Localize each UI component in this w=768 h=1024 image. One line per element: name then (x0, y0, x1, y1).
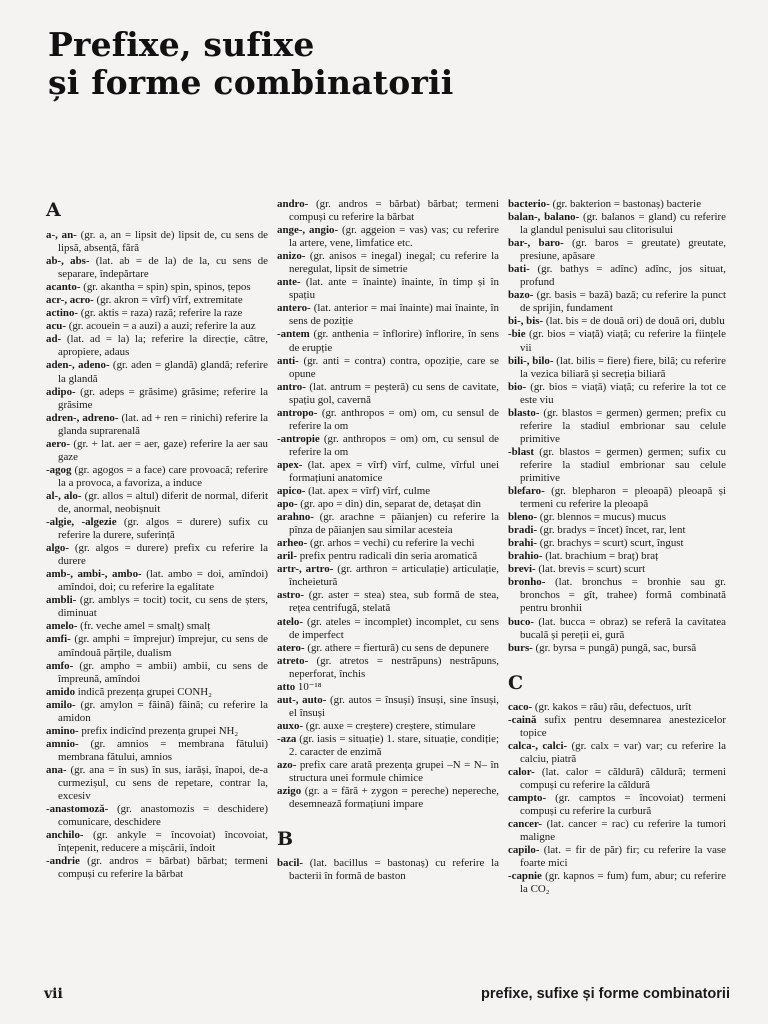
entry-definition: (lat. bucca = obraz) se referă la cavitatea bucală și pereții ei, gură (520, 615, 726, 641)
dictionary-entry (46, 568, 268, 594)
entry-definition: (lat. apex = vîrf) vîrf, culme, vîrful unei formațiuni anatomice (289, 458, 499, 484)
dictionary-entry (508, 550, 726, 563)
column-2 (277, 198, 499, 883)
entry-headword: campto- (508, 791, 547, 804)
entry-headword: blasto- (508, 406, 540, 419)
title-line-1: Prefixe, sufixe (48, 25, 315, 64)
dictionary-entry (46, 633, 268, 659)
dictionary-entry (508, 407, 726, 446)
column-2-entries-b (277, 857, 499, 883)
entry-headword: aril- (277, 550, 297, 563)
entry-definition: (gr. bradys = încet) încet, rar, lent (537, 524, 686, 537)
entry-definition: (gr. aden = glandă) glandă; referire la glandă (58, 359, 268, 385)
dictionary-entry (277, 407, 499, 433)
entry-definition: (gr. autos = însuși) însuși, sine însuși, el însuși (289, 693, 499, 719)
entry-definition: (lat. bilis = fiere) fiere, bilă; cu referire la vezica biliară și secreția biliară (520, 354, 726, 380)
entry-definition: (gr. byrsa = pungă) pungă, sac, bursă (532, 641, 697, 654)
dictionary-entry (277, 433, 499, 459)
dictionary-entry (277, 642, 499, 655)
entry-definition: (gr. baros = greutate) greutate, presiune, apăsare (520, 237, 727, 263)
dictionary-entry (508, 740, 726, 766)
entry-headword: artr-, artro- (277, 563, 334, 576)
entry-definition: (gr. calx = var) var; cu referire la calciu, piatră (520, 739, 726, 765)
dictionary-entry (46, 438, 268, 464)
dictionary-entry (508, 714, 726, 740)
entry-definition: (gr. acouein = a auzi) a auzi; referire la auz (65, 320, 256, 333)
entry-headword: astro- (277, 589, 305, 602)
entry-headword: azigo (277, 785, 302, 798)
dictionary-entry (508, 766, 726, 792)
dictionary-entry (508, 237, 726, 263)
entry-headword: bacterio- (508, 198, 550, 210)
dictionary-entry (508, 355, 726, 381)
entry-headword: aut-, auto- (277, 693, 327, 706)
entry-headword: amino- (46, 724, 79, 737)
entry-definition: (lat. ante = înainte) înainte, în timp și în spațiu (289, 276, 499, 302)
entry-definition: (gr. ana = în sus) în sus, iarăși, înapoi, de-a curmezișul, cu sens de repetare, contrar la, excesiv (58, 763, 268, 803)
entry-headword: -anastomoză- (46, 803, 109, 816)
entry-definition: (gr. adeps = grăsime) grăsime; referire la grăsime (58, 385, 268, 411)
dictionary-entry (277, 302, 499, 328)
entry-definition: (gr. balanos = gland) cu referire la glandul penisului sau clitorisului (520, 211, 726, 237)
dictionary-entry (277, 537, 499, 550)
entry-headword: arheo- (277, 537, 308, 550)
dictionary-entry (46, 620, 268, 633)
entry-definition: (lat. apex = vîrf) vîrf, culme (305, 485, 431, 498)
dictionary-entry (508, 642, 726, 655)
entry-headword: apo- (277, 498, 298, 511)
entry-definition: (gr. akron = vîrf) vîrf, extremitate (93, 294, 243, 307)
dictionary-entry (46, 542, 268, 568)
entry-definition: (gr. andros = bărbat) bărbat; termeni compuși cu referire la bărbat (58, 855, 268, 881)
entry-definition: (gr. ateles = incomplet) incomplet, cu sens de imperfect (289, 615, 499, 641)
entry-headword: actino- (46, 307, 79, 320)
entry-headword: atreto- (277, 654, 309, 667)
entry-definition: (gr. basis = bază) bază; cu referire la punct de sprijin, fundament (520, 289, 726, 315)
entry-headword: amelo- (46, 620, 78, 633)
entry-headword: auxo- (277, 719, 304, 732)
entry-definition: (gr. algos = durere) sufix cu referire la durere, suferință (58, 516, 268, 542)
dictionary-entry (46, 516, 268, 542)
entry-headword: antro- (277, 380, 306, 393)
entry-definition: (gr. andros = bărbat) bărbat; termeni compuși cu referire la bărbat (289, 198, 499, 224)
entry-headword: calca-, calci- (508, 739, 568, 752)
entry-definition: (gr. allos = altul) diferit de normal, diferit de, anormal, neobișnuit (58, 489, 268, 515)
entry-definition: (gr. anthropos = om) om, cu sensul de referire la om (289, 406, 499, 432)
entry-headword: antero- (277, 302, 311, 315)
entry-definition: 10⁻¹⁸ (295, 680, 322, 693)
entry-definition: (gr. + lat. aer = aer, gaze) referire la aer sau gaze (58, 437, 268, 463)
dictionary-entry (46, 229, 268, 255)
entry-headword: caco- (508, 700, 533, 713)
dictionary-entry (46, 686, 268, 699)
page-title (48, 26, 454, 102)
entry-definition: (gr. ampho = ambii) ambii, cu sens de împreună, amîndoi (58, 659, 268, 685)
entry-definition: (gr. aktis = raza) rază; referire la raze (78, 307, 243, 320)
entry-definition: (gr. bakterion = bastonaș) bacterie (549, 198, 702, 210)
entry-headword: calor- (508, 765, 535, 778)
dictionary-entry (277, 224, 499, 250)
entry-definition: (lat. antrum = peșteră) cu sens de cavitate, spațiu gol, cavernă (289, 380, 499, 406)
entry-headword: amfi- (46, 633, 71, 646)
entry-definition: (gr. camptos = încovoiat) termeni compuși cu referire la curbură (520, 791, 726, 818)
entry-definition: (gr. kakos = rău) rău, defectuos, urît (532, 700, 692, 713)
column-3-entries (508, 198, 726, 655)
entry-definition: (gr. blastos = germen) germen; sufix cu referire la stadiul embrionar sau celule primitive (520, 445, 726, 484)
entry-definition: (gr. arachne = păianjen) cu referire la pînza de păianjen sau similar acesteia (289, 511, 499, 537)
entry-headword: bradi- (508, 524, 538, 537)
dictionary-entry (508, 524, 726, 537)
dictionary-entry (277, 381, 499, 407)
dictionary-entry (277, 733, 499, 759)
entry-definition: (lat. bacillus = bastonaș) cu referire la bacterii în formă de baston (289, 857, 499, 883)
entry-definition: (lat. bronchus = bronhie sau gr. bronchos = gît, trahee) formă combinată pentru bronhii (520, 576, 726, 615)
dictionary-entry (508, 511, 726, 524)
dictionary-entry (508, 328, 726, 354)
entry-definition: (gr. akantha = spin) spin, spinos, țepos (80, 281, 251, 294)
dictionary-entry (508, 537, 726, 550)
dictionary-entry (508, 263, 726, 289)
entry-headword: bio- (508, 380, 527, 393)
dictionary-entry (46, 294, 268, 307)
entry-definition: (gr. amblys = tocit) tocit, cu sens de șters, diminuat (58, 594, 268, 620)
entry-definition: (gr. apo = din) din, separat de, detașat din (297, 498, 481, 511)
dictionary-entry (46, 412, 268, 438)
entry-definition: prefix care arată prezența grupei –N = N– în structura unei formule chimice (289, 759, 499, 785)
dictionary-entry (508, 446, 726, 485)
entry-definition: (gr. blepharon = pleoapă) pleoapă și termeni cu referire la pleoapă (520, 485, 726, 511)
dictionary-entry (46, 594, 268, 620)
page-number: vii (44, 986, 63, 1002)
dictionary-entry (277, 250, 499, 276)
dictionary-entry (508, 198, 726, 211)
dictionary-entry (508, 563, 726, 576)
dictionary-entry (508, 701, 726, 714)
entry-definition: prefix indicînd prezența grupei NH₂ (78, 724, 239, 737)
entry-definition: (gr. anastomozis = deschidere) comunicare, deschidere (58, 803, 268, 829)
dictionary-entry (277, 655, 499, 681)
dictionary-entry (46, 764, 268, 803)
entry-headword: bacil- (277, 857, 304, 870)
dictionary-entry (508, 616, 726, 642)
title-line-2: și forme combinatorii (48, 63, 454, 102)
dictionary-entry (46, 490, 268, 516)
dictionary-entry (508, 870, 726, 896)
entry-definition: (gr. anthenia = înflorire) înflorire, în sens de erupție (289, 328, 499, 354)
dictionary-entry (46, 307, 268, 320)
dictionary-entry (46, 855, 268, 881)
dictionary-entry (277, 616, 499, 642)
entry-headword: ambli- (46, 594, 77, 607)
entry-headword: -bie (508, 328, 526, 341)
running-footer-title: prefixe, sufixe și forme combinatorii (481, 986, 730, 1002)
entry-definition: (gr. bios = viață) viață; cu referire la tot ce este viu (520, 380, 726, 406)
dictionary-entry (277, 857, 499, 883)
dictionary-entry (277, 276, 499, 302)
entry-definition: (gr. anti = contra) contra, opoziție, care se opune (289, 354, 499, 380)
entry-headword: al-, alo- (46, 489, 82, 502)
dictionary-entry (277, 485, 499, 498)
entry-definition: (gr. blennos = mucus) mucus (537, 511, 666, 524)
entry-definition: (gr. athere = fiertură) cu sens de depunere (304, 641, 489, 654)
entry-definition: (gr. kapnos = fum) fum, abur; cu referire la CO₂ (520, 870, 726, 896)
dictionary-entry (46, 738, 268, 764)
entry-headword: -antem (277, 328, 310, 341)
entry-headword: aden-, adeno- (46, 359, 110, 372)
entry-headword: -aza (277, 732, 297, 745)
entry-headword: apico- (277, 485, 306, 498)
entry-definition: (gr. a, an = lipsit de) lipsit de, cu sens de lipsă, absență, fără (58, 229, 268, 255)
entry-definition: (gr. aggeion = vas) vas; cu referire la artere, vene, limfatice etc. (289, 224, 499, 250)
entry-headword: adipo- (46, 385, 76, 398)
section-letter-c: C (508, 671, 524, 694)
dictionary-entry (508, 289, 726, 315)
dictionary-entry (277, 589, 499, 615)
entry-definition: (lat. brachium = braț) braț (542, 550, 659, 563)
entry-headword: -algie, -algezie (46, 516, 117, 529)
dictionary-entry (277, 759, 499, 785)
entry-headword: ana- (46, 763, 67, 776)
entry-headword: bi-, bis- (508, 315, 544, 328)
dictionary-entry (46, 725, 268, 738)
entry-definition: (gr. arthron = articulație) articulație, încheietură (289, 563, 499, 589)
entry-headword: -caină (508, 713, 537, 726)
entry-definition: (lat. ab = de la) de la, cu sens de separare, îndepărtare (58, 255, 268, 281)
dictionary-entry (46, 803, 268, 829)
entry-definition: (lat. calor = căldură) căldură; termeni compuși cu referire la căldură (520, 765, 726, 791)
dictionary-entry (46, 699, 268, 725)
entry-definition: (gr. a = fără + zygon = pereche) nepereche, desemnează formațiuni impare (289, 785, 499, 811)
entry-definition: (lat. ad + ren = rinichi) referire la glanda suprarenală (58, 411, 268, 437)
dictionary-entry (46, 829, 268, 855)
entry-headword: amnio- (46, 737, 79, 750)
dictionary-entry (46, 281, 268, 294)
entry-headword: -blast (508, 445, 535, 458)
entry-definition: sufix pentru desemnarea anestezicelor topice (520, 713, 726, 739)
entry-definition: (gr. amphi = împrejur) împrejur, cu sens de amîndouă părțile, dualism (58, 633, 268, 659)
entry-definition: (fr. veche amel = smalț) smalț (77, 620, 211, 633)
entry-definition: (gr. aster = stea) stea, sub formă de stea, rețea centrifugă, stelată (289, 589, 499, 615)
entry-definition: (gr. bathys = adînc) adînc, jos situat, profund (520, 263, 726, 289)
entry-definition: (gr. arhos = vechi) cu referire la vechi (307, 537, 475, 550)
entry-headword: bronho- (508, 576, 546, 589)
entry-headword: ante- (277, 276, 301, 289)
entry-headword: bati- (508, 263, 530, 276)
entry-headword: aero- (46, 437, 70, 450)
entry-definition: (gr. anthropos = om) om, cu sensul de referire la om (289, 432, 499, 458)
entry-headword: acr-, acro- (46, 294, 94, 307)
entry-headword: ab-, abs- (46, 255, 90, 268)
entry-headword: brevi- (508, 563, 536, 576)
dictionary-entry (508, 576, 726, 615)
entry-headword: amb-, ambi-, ambo- (46, 568, 142, 581)
entry-headword: brahio- (508, 550, 543, 563)
entry-definition: (lat. cancer = rac) cu referire la tumori maligne (520, 818, 726, 844)
dictionary-entry (508, 844, 726, 870)
entry-headword: azo- (277, 759, 297, 772)
entry-headword: bili-, bilo- (508, 354, 554, 367)
dictionary-entry (277, 355, 499, 381)
entry-headword: arahno- (277, 511, 314, 524)
dictionary-entry (508, 211, 726, 237)
column-1 (46, 229, 268, 881)
entry-headword: -capnie (508, 870, 542, 883)
entry-definition: (lat. bis = de două ori) de două ori, dublu (543, 315, 725, 328)
entry-definition: (gr. anisos = inegal) inegal; cu referire la neregulat, lipsit de simetrie (289, 250, 499, 276)
entry-definition: (gr. agogos = a face) care provoacă; referire la a provoca, a favoriza, a induce (58, 463, 268, 489)
entry-headword: bazo- (508, 289, 534, 302)
dictionary-entry (508, 485, 726, 511)
entry-definition: (gr. atretos = nestrăpuns) nestrăpuns, neperforat, închis (289, 654, 499, 680)
entry-headword: acanto- (46, 281, 81, 294)
dictionary-entry (46, 255, 268, 281)
entry-headword: brahi- (508, 537, 538, 550)
entry-headword: anizo- (277, 250, 306, 263)
dictionary-entry (277, 694, 499, 720)
entry-definition: (gr. iasis = situație) 1. stare, situație, condiție; 2. caracter de enzimă (289, 732, 499, 758)
dictionary-entry (508, 315, 726, 328)
dictionary-entry (46, 660, 268, 686)
dictionary-entry (277, 328, 499, 354)
entry-headword: amilo- (46, 698, 76, 711)
entry-headword: atelo- (277, 615, 304, 628)
entry-headword: antropo- (277, 406, 318, 419)
dictionary-entry (46, 386, 268, 412)
entry-headword: atto (277, 680, 296, 693)
entry-definition: (lat. anterior = mai înainte) mai înainte, în sens de poziție (289, 302, 499, 328)
entry-headword: bar-, baro- (508, 237, 564, 250)
entry-headword: acu- (46, 320, 66, 333)
column-3 (508, 198, 726, 896)
entry-definition: (gr. amylon = făină) făină; cu referire la amidon (58, 698, 268, 724)
entry-definition: (lat. brevis = scurt) scurt (535, 563, 646, 576)
entry-headword: atero- (277, 641, 305, 654)
entry-headword: bleno- (508, 511, 538, 524)
entry-headword: amfo- (46, 659, 74, 672)
entry-definition: (gr. amnios = membrana fătului) membrana fătului, amnios (58, 737, 268, 763)
entry-definition: indică prezența grupei CONH₂ (75, 685, 212, 698)
entry-definition: prefix pentru radicali din seria aromatică (296, 550, 478, 563)
entry-headword: anchilo- (46, 829, 84, 842)
entry-definition: (gr. blastos = germen) germen; prefix cu referire la stadiul embrionar sau celule primitive (520, 406, 726, 445)
dictionary-entry (46, 464, 268, 490)
entry-headword: anti- (277, 354, 299, 367)
entry-headword: -agog (46, 463, 72, 476)
entry-headword: blefaro- (508, 485, 545, 498)
dictionary-entry (277, 785, 499, 811)
dictionary-entry (277, 550, 499, 563)
entry-headword: -andrie (46, 855, 80, 868)
dictionary-entry (277, 498, 499, 511)
entry-headword: andro- (277, 198, 309, 210)
dictionary-entry (277, 681, 499, 694)
entry-definition: (gr. algos = durere) prefix cu referire la durere (58, 542, 268, 568)
entry-headword: amido (46, 685, 76, 698)
dictionary-entry (46, 320, 268, 333)
column-2-entries (277, 198, 499, 811)
dictionary-entry (277, 511, 499, 537)
entry-headword: balan-, balano- (508, 211, 580, 224)
entry-headword: ad- (46, 333, 62, 346)
dictionary-entry (277, 459, 499, 485)
dictionary-entry (277, 720, 499, 733)
entry-headword: adren-, adreno- (46, 411, 119, 424)
dictionary-entry (508, 818, 726, 844)
entry-headword: algo- (46, 542, 69, 555)
entry-definition: (lat. = fir de păr) fir; cu referire la vase foarte mici (520, 844, 726, 870)
entry-headword: cancer- (508, 818, 543, 831)
entry-headword: -antropie (277, 432, 320, 445)
entry-definition: (lat. ambo = doi, amîndoi) amîndoi, doi; cu referire la egalitate (58, 568, 268, 594)
section-letter-a: A (46, 199, 61, 221)
entry-headword: apex- (277, 458, 303, 471)
entry-headword: buco- (508, 615, 535, 628)
entry-headword: a-, an- (46, 229, 77, 241)
dictionary-entry (277, 563, 499, 589)
dictionary-entry (508, 792, 726, 818)
dictionary-entry (46, 359, 268, 385)
dictionary-entry (46, 333, 268, 359)
column-3-entries-c (508, 701, 726, 897)
entry-definition: (gr. auxe = creștere) creștere, stimulare (303, 719, 476, 732)
dictionary-entry (277, 198, 499, 224)
entry-headword: ange-, angio- (277, 224, 339, 237)
entry-definition: (gr. ankyle = încovoiat) încovoiat, înțepenit, reducere a mișcării, îndoit (58, 829, 268, 855)
entry-definition: (gr. brachys = scurt) scurt, îngust (537, 537, 684, 550)
entry-definition: (gr. bios = viață) viață; cu referire la ființele vii (520, 328, 726, 354)
section-letter-b: B (277, 828, 294, 851)
entry-headword: burs- (508, 641, 533, 654)
entry-headword: capilo- (508, 844, 540, 857)
dictionary-entry (508, 381, 726, 407)
entry-definition: (lat. ad = la) la; referire la direcție, către, apropiere, adaus (58, 333, 268, 359)
